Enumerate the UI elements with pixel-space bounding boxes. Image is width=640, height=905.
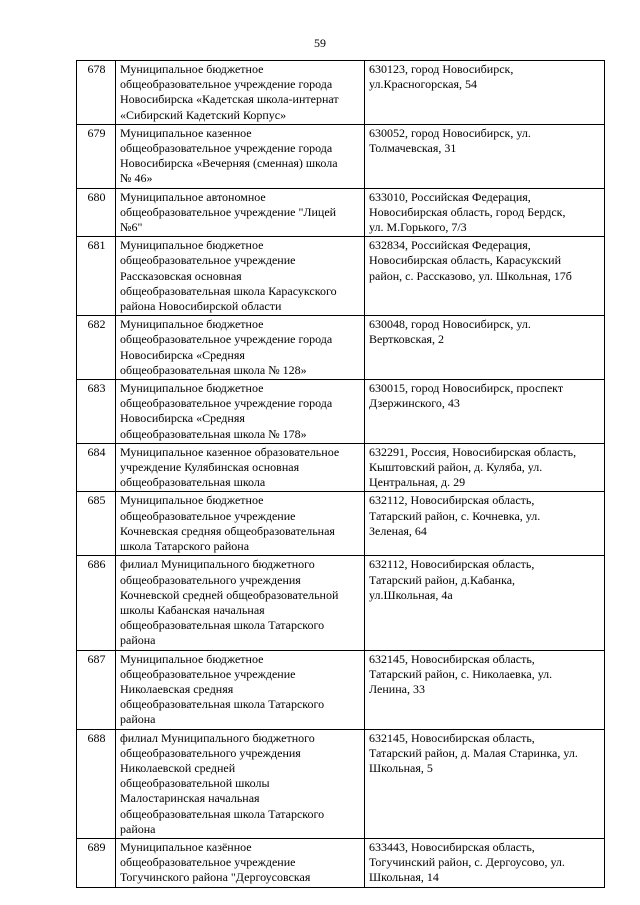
institution-name-cell — [116, 650, 365, 729]
institution-name-line: общеобразовательное учреждение — [120, 508, 296, 523]
address-line: 632112, Новосибирская область, — [369, 557, 535, 572]
address-line: 630048, город Новосибирск, ул. — [369, 317, 531, 332]
row-number: 681 — [77, 237, 116, 316]
institution-name-line: общеобразовательная школа № 128» — [120, 362, 307, 377]
institution-name-cell — [116, 124, 365, 188]
institution-name-cell — [116, 838, 365, 887]
row-number: 685 — [77, 492, 116, 556]
institution-name-line: школа Татарского района — [120, 539, 250, 554]
institution-name-line: района Новосибирской области — [120, 299, 282, 314]
address-line: ул. М.Горького, 7/3 — [369, 220, 467, 235]
institution-name-cell — [116, 556, 365, 650]
institution-name-line: Муниципальное казенное образовательное — [120, 444, 340, 459]
page-number: 59 — [314, 36, 326, 50]
table-row — [77, 188, 605, 237]
institution-name-line: Новосибирска «Вечерняя (сменная) школа — [120, 156, 338, 171]
institution-name-cell — [116, 729, 365, 838]
address-line: Татарский район, д.Кабанка, — [369, 572, 516, 587]
institution-name-line: района — [120, 712, 156, 727]
address-cell — [365, 61, 605, 125]
table-row — [77, 237, 605, 316]
institution-name-line: филиал Муниципального бюджетного — [120, 730, 315, 745]
address-line: 632291, Россия, Новосибирская область, — [369, 444, 577, 459]
table-row — [77, 492, 605, 556]
row-number: 687 — [77, 650, 116, 729]
institution-name-line: № 46» — [120, 171, 153, 186]
institution-name-line: общеобразовательная школа Татарского — [120, 806, 325, 821]
institution-name-line: Муниципальное бюджетное — [120, 381, 264, 396]
address-line: Дзержинского, 43 — [369, 396, 460, 411]
institution-name-cell — [116, 61, 365, 125]
institution-name-line: Муниципальное казенное — [120, 125, 252, 140]
institution-name-line: общеобразовательное учреждение города — [120, 332, 333, 347]
address-line: Толмачевская, 31 — [369, 141, 457, 156]
institution-name-line: района — [120, 821, 156, 836]
address-line: 630015, город Новосибирск, проспект — [369, 381, 564, 396]
address-cell — [365, 380, 605, 444]
table-row — [77, 316, 605, 380]
institution-name-line: Новосибирска «Средняя — [120, 411, 245, 426]
institution-name-line: Малостаринская начальная — [120, 791, 260, 806]
institution-name-line: общеобразовательная школа № 178» — [120, 426, 307, 441]
table-row — [77, 650, 605, 729]
institution-name-line: учреждение Кулябинская основная — [120, 460, 300, 475]
address-cell — [365, 729, 605, 838]
row-number: 688 — [77, 729, 116, 838]
address-line: 630052, город Новосибирск, ул. — [369, 125, 531, 140]
institution-name-line: Николаевская средняя — [120, 681, 234, 696]
address-line: ул.Красногорская, 54 — [369, 77, 477, 92]
table-row — [77, 838, 605, 887]
institution-name-line: Кочневской средней общеобразовательной — [120, 587, 339, 602]
institution-name-line: Кочневская средняя общеобразовательная — [120, 523, 335, 538]
row-number: 678 — [77, 61, 116, 125]
institution-name-line: Тогучинского района "Дергоусовская — [120, 870, 311, 885]
address-cell — [365, 650, 605, 729]
institution-name-line: района — [120, 633, 156, 648]
institution-name-line: общеобразовательного учреждения — [120, 572, 301, 587]
row-number: 686 — [77, 556, 116, 650]
institution-name-line: филиал Муниципального бюджетного — [120, 557, 315, 572]
institution-name-cell — [116, 188, 365, 237]
row-number: 683 — [77, 380, 116, 444]
address-cell — [365, 316, 605, 380]
address-line: Новосибирская область, город Бердск, — [369, 204, 566, 219]
address-line: 633443, Новосибирская область, — [369, 839, 535, 854]
institution-name-cell — [116, 492, 365, 556]
table-row — [77, 61, 605, 125]
institution-name-line: общеобразовательная школа Карасукского — [120, 283, 337, 298]
table-row — [77, 729, 605, 838]
institution-name-line: общеобразовательное учреждение — [120, 666, 296, 681]
institution-name-cell — [116, 237, 365, 316]
address-line: 633010, Российская Федерация, — [369, 189, 531, 204]
row-number: 680 — [77, 188, 116, 237]
address-cell — [365, 443, 605, 492]
address-line: 630123, город Новосибирск, — [369, 62, 514, 76]
address-cell — [365, 556, 605, 650]
address-line: район, с. Рассказово, ул. Школьная, 17б — [369, 268, 572, 283]
address-line: Центральная, д. 29 — [369, 475, 466, 490]
institution-name-cell — [116, 316, 365, 380]
institution-name-line: Муниципальное бюджетное — [120, 62, 264, 76]
address-cell — [365, 838, 605, 887]
address-line: Новосибирская область, Карасукский — [369, 253, 562, 268]
row-number: 682 — [77, 316, 116, 380]
address-cell — [365, 492, 605, 556]
address-line: Вертковская, 2 — [369, 332, 445, 347]
institutions-table — [76, 60, 605, 888]
table-row — [77, 380, 605, 444]
institution-name-line: №6" — [120, 220, 143, 235]
institution-name-cell — [116, 443, 365, 492]
institution-name-line: общеобразовательная школа — [120, 475, 266, 490]
institution-name-line: общеобразовательное учреждение города — [120, 141, 333, 156]
address-line: Кыштовский район, д. Куляба, ул. — [369, 460, 543, 475]
institution-name-line: «Сибирский Кадетский Корпус» — [120, 107, 287, 122]
address-line: Школьная, 14 — [369, 870, 439, 885]
address-line: Школьная, 5 — [369, 760, 433, 775]
address-cell — [365, 124, 605, 188]
row-number: 679 — [77, 124, 116, 188]
institution-name-cell — [116, 380, 365, 444]
address-line: 632145, Новосибирская область, — [369, 730, 535, 745]
institution-name-line: общеобразовательное учреждение города — [120, 77, 333, 92]
institution-name-line: школы Кабанская начальная — [120, 602, 265, 617]
institution-name-line: общеобразовательная школа Татарского — [120, 697, 325, 712]
address-line: 632834, Российская Федерация, — [369, 238, 531, 253]
institution-name-line: Новосибирска «Кадетская школа-интернат — [120, 92, 339, 107]
institution-name-line: общеобразовательной школы — [120, 776, 270, 791]
institution-name-line: общеобразовательная школа Татарского — [120, 618, 325, 633]
address-line: 632145, Новосибирская область, — [369, 651, 535, 666]
institution-name-line: общеобразовательное учреждение города — [120, 396, 333, 411]
institution-name-line: общеобразовательное учреждение "Лицей — [120, 204, 337, 219]
institution-name-line: Муниципальное бюджетное — [120, 317, 264, 332]
address-line: Зеленая, 64 — [369, 523, 427, 538]
institution-name-line: Николаевской средней — [120, 760, 236, 775]
address-cell — [365, 188, 605, 237]
institution-name-line: Муниципальное бюджетное — [120, 493, 264, 508]
table-row — [77, 124, 605, 188]
address-line: 632112, Новосибирская область, — [369, 493, 535, 508]
institution-name-line: Рассказовская основная — [120, 268, 242, 283]
institution-name-line: Муниципальное бюджетное — [120, 651, 264, 666]
institution-name-line: общеобразовательного учреждения — [120, 745, 301, 760]
row-number: 689 — [77, 838, 116, 887]
table-body — [77, 61, 605, 888]
address-cell — [365, 237, 605, 316]
table-row — [77, 556, 605, 650]
row-number: 684 — [77, 443, 116, 492]
address-line: Тогучинский район, с. Дергоусово, ул. — [369, 855, 565, 870]
institution-name-line: Новосибирска «Средняя — [120, 347, 245, 362]
address-line: Татарский район, с. Кочневка, ул. — [369, 508, 541, 523]
institution-name-line: Муниципальное автономное — [120, 189, 266, 204]
institution-name-line: общеобразовательное учреждение — [120, 855, 296, 870]
institution-name-line: общеобразовательное учреждение — [120, 253, 296, 268]
address-line: Ленина, 33 — [369, 681, 425, 696]
institution-name-line: Муниципальное казённое — [120, 839, 252, 854]
address-line: Татарский район, д. Малая Старинка, ул. — [369, 745, 578, 760]
address-line: ул.Школьная, 4а — [369, 587, 453, 602]
table-row — [77, 443, 605, 492]
address-line: Татарский район, с. Николаевка, ул. — [369, 666, 553, 681]
institution-name-line: Муниципальное бюджетное — [120, 238, 264, 253]
